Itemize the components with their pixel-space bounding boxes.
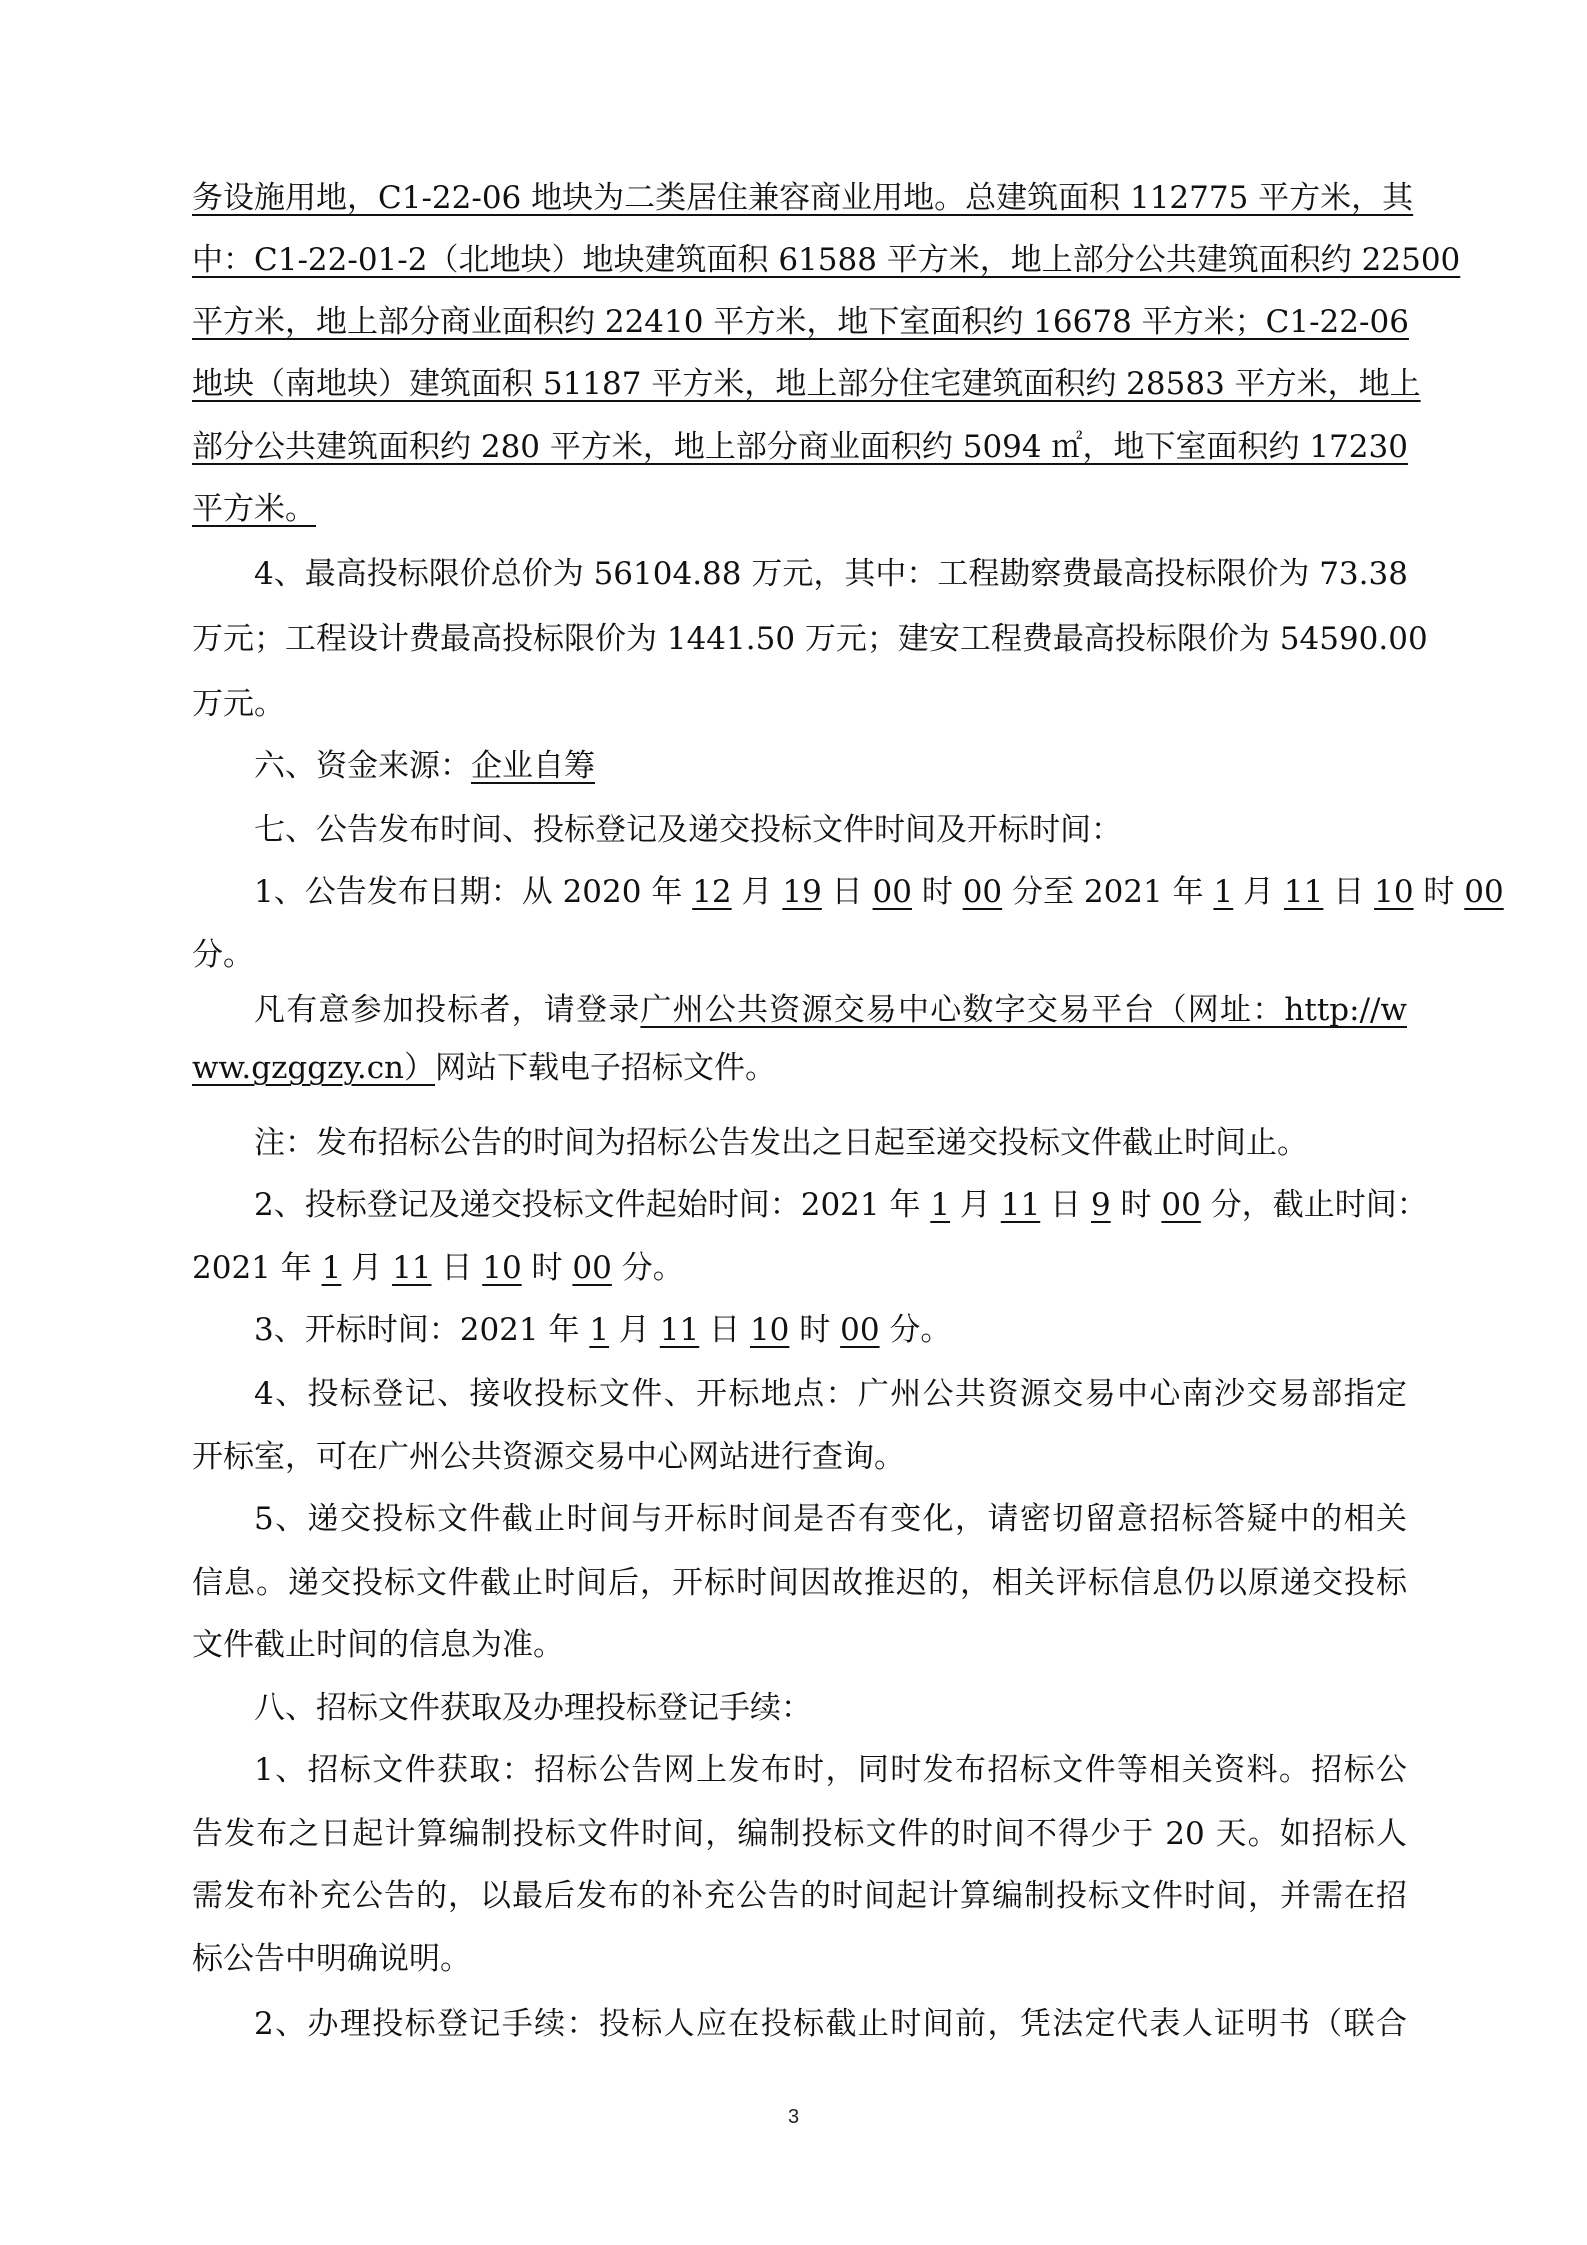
text-segment: 时	[911, 874, 963, 910]
text-line	[192, 931, 1407, 979]
text-segment: 务设施用地，C1-22-06 地块为二类居住兼容商业用地。总建筑面积 112775 平方米，其	[192, 180, 1414, 216]
text-line	[254, 550, 1407, 598]
filled-date-field: 10	[749, 1312, 790, 1348]
text-segment: 信息。递交投标文件截止时间后，开标时间因故推迟的，相关评标信息仍以原递交投标	[192, 1565, 1407, 1601]
filled-date-field: 1	[321, 1250, 342, 1286]
heading-text: 八、招标文件获取及办理投标登记手续：	[254, 1690, 812, 1726]
text-line	[192, 1044, 1407, 1092]
text-line	[254, 986, 1407, 1034]
text-segment: 平方米，地上部分商业面积约 22410 平方米，地下室面积约 16678 平方米；C1-22-06	[192, 304, 1409, 340]
text-segment: 中：C1-22-01-2（北地块）地块建筑面积 61588 平方米，地上部分公共建筑面积约 22500	[192, 242, 1461, 278]
text-segment: 标公告中明确说明。	[192, 1941, 471, 1977]
filled-date-field: 00	[1161, 1187, 1201, 1223]
text-segment: 文件截止时间的信息为准。	[192, 1627, 564, 1663]
filled-date-field: 1	[589, 1312, 610, 1348]
text-line	[192, 1872, 1407, 1920]
filled-date-field: 11	[659, 1312, 700, 1348]
text-segment: 2021 年	[192, 1250, 322, 1286]
filled-date-field: 1	[1213, 874, 1234, 910]
text-segment: 分。	[192, 937, 254, 973]
text-line	[192, 1810, 1407, 1858]
text-segment: 分。	[611, 1250, 684, 1286]
text-line	[192, 298, 1407, 346]
text-segment: 4、投标登记、接收投标文件、开标地点：广州公共资源交易中心南沙交易部指定	[254, 1376, 1407, 1412]
filled-date-field: 1	[930, 1187, 951, 1223]
note-announcement-period	[254, 1119, 1407, 1167]
filled-date-field: 00	[1464, 874, 1504, 910]
text-segment: 时	[521, 1250, 573, 1286]
filled-date-field: 11	[392, 1250, 432, 1286]
text-segment: 部分公共建筑面积约 280 平方米，地上部分商业面积约 5094 ㎡，地下室面积约 17230	[192, 429, 1408, 465]
filled-date-field: 19	[782, 874, 822, 910]
filled-date-field: 9	[1090, 1187, 1111, 1223]
text-line	[192, 485, 1407, 533]
text-line	[192, 360, 1421, 408]
filled-date-field: 10	[482, 1250, 522, 1286]
filled-date-field: 00	[962, 874, 1003, 910]
heading-text: 七、公告发布时间、投标登记及递交投标文件时间及开标时间：	[254, 812, 1122, 848]
text-segment: 日	[821, 874, 873, 910]
funding-source-value: 企业自筹	[471, 748, 595, 784]
text-segment: 日	[1323, 874, 1375, 910]
text-segment: 5、递交投标文件截止时间与开标时间是否有变化，请密切留意招标答疑中的相关	[254, 1501, 1407, 1537]
text-line	[254, 868, 1504, 916]
platform-url-text: ww.gzggzy.cn）	[192, 1050, 436, 1086]
text-line	[192, 423, 1407, 471]
note-text: 注：发布招标公告的时间为招标公告发出之日起至递交投标文件截止时间止。	[254, 1125, 1308, 1161]
text-segment: 月	[950, 1187, 1001, 1223]
text-segment: 开标室，可在广州公共资源交易中心网站进行查询。	[192, 1439, 905, 1475]
text-segment: 时	[1413, 874, 1465, 910]
text-segment: 时	[789, 1312, 841, 1348]
filled-date-field: 00	[572, 1250, 612, 1286]
text-line	[192, 174, 1414, 222]
page-number: 3	[787, 2106, 800, 2128]
text-line	[192, 1244, 1407, 1292]
filled-date-field: 11	[1283, 874, 1324, 910]
section-heading-7	[254, 806, 1407, 854]
text-segment: 1、公告发布日期：从 2020 年	[254, 874, 693, 910]
text-segment: 需发布补充公告的，以最后发布的补充公告的时间起计算编制投标文件时间，并需在招	[192, 1878, 1407, 1914]
text-segment: 告发布之日起计算编制投标文件时间，编制投标文件的时间不得少于 20 天。如招标人	[192, 1816, 1407, 1852]
paragraph-funding-source	[254, 742, 1407, 790]
text-segment: 平方米。	[192, 491, 316, 527]
section-heading-8	[254, 1684, 1407, 1732]
funding-source-label: 六、资金来源：	[254, 748, 471, 784]
text-segment: 2、投标登记及递交投标文件起始时间：2021 年	[254, 1187, 931, 1223]
filled-date-field: 00	[872, 874, 912, 910]
text-segment: 月	[731, 874, 783, 910]
text-segment: 月	[341, 1250, 393, 1286]
text-segment: 日	[1040, 1187, 1091, 1223]
platform-url-text: 广州公共资源交易中心数字交易平台（网址：http://w	[640, 992, 1408, 1028]
text-line	[192, 680, 1407, 728]
text-line	[192, 236, 1461, 284]
text-segment: 时	[1110, 1187, 1162, 1223]
text-line	[254, 1181, 1428, 1229]
paragraph-opening-time	[254, 1306, 1407, 1354]
text-segment: 网站下载电子招标文件。	[435, 1050, 777, 1086]
filled-date-field: 11	[1000, 1187, 1041, 1223]
text-segment: 月	[609, 1312, 660, 1348]
text-line	[192, 1559, 1407, 1607]
text-line	[254, 1370, 1407, 1418]
filled-date-field: 00	[840, 1312, 880, 1348]
text-segment: 万元；工程设计费最高投标限价为 1441.50 万元；建安工程费最高投标限价为 54590.00	[192, 621, 1428, 657]
paragraph-registration-procedure	[254, 2000, 1407, 2048]
text-segment: 分。	[879, 1312, 952, 1348]
text-line	[192, 1621, 1407, 1669]
text-segment: 万元。	[192, 686, 285, 722]
filled-date-field: 12	[692, 874, 732, 910]
text-segment: 1、招标文件获取：招标公告网上发布时，同时发布招标文件等相关资料。招标公	[254, 1752, 1407, 1788]
text-segment: 2、办理投标登记手续：投标人应在投标截止时间前，凭法定代表人证明书（联合	[254, 2006, 1407, 2042]
text-segment: 3、开标时间：2021 年	[254, 1312, 590, 1348]
text-line	[192, 615, 1428, 663]
text-line	[192, 1433, 1407, 1481]
text-segment: 4、最高投标限价总价为 56104.88 万元，其中：工程勘察费最高投标限价为 73.38	[254, 556, 1408, 592]
text-line	[254, 1746, 1407, 1794]
text-line	[254, 1495, 1407, 1543]
text-line	[192, 1935, 1407, 1983]
text-segment: 月	[1233, 874, 1284, 910]
text-segment: 日	[699, 1312, 750, 1348]
filled-date-field: 10	[1374, 874, 1414, 910]
text-segment: 凡有意参加投标者，请登录	[254, 992, 641, 1028]
text-segment: 地块（南地块）建筑面积 51187 平方米，地上部分住宅建筑面积约 28583 平方米，地上	[192, 366, 1421, 402]
text-segment: 日	[431, 1250, 483, 1286]
text-segment: 分，截止时间：	[1200, 1187, 1428, 1223]
text-segment: 分至 2021 年	[1002, 874, 1214, 910]
